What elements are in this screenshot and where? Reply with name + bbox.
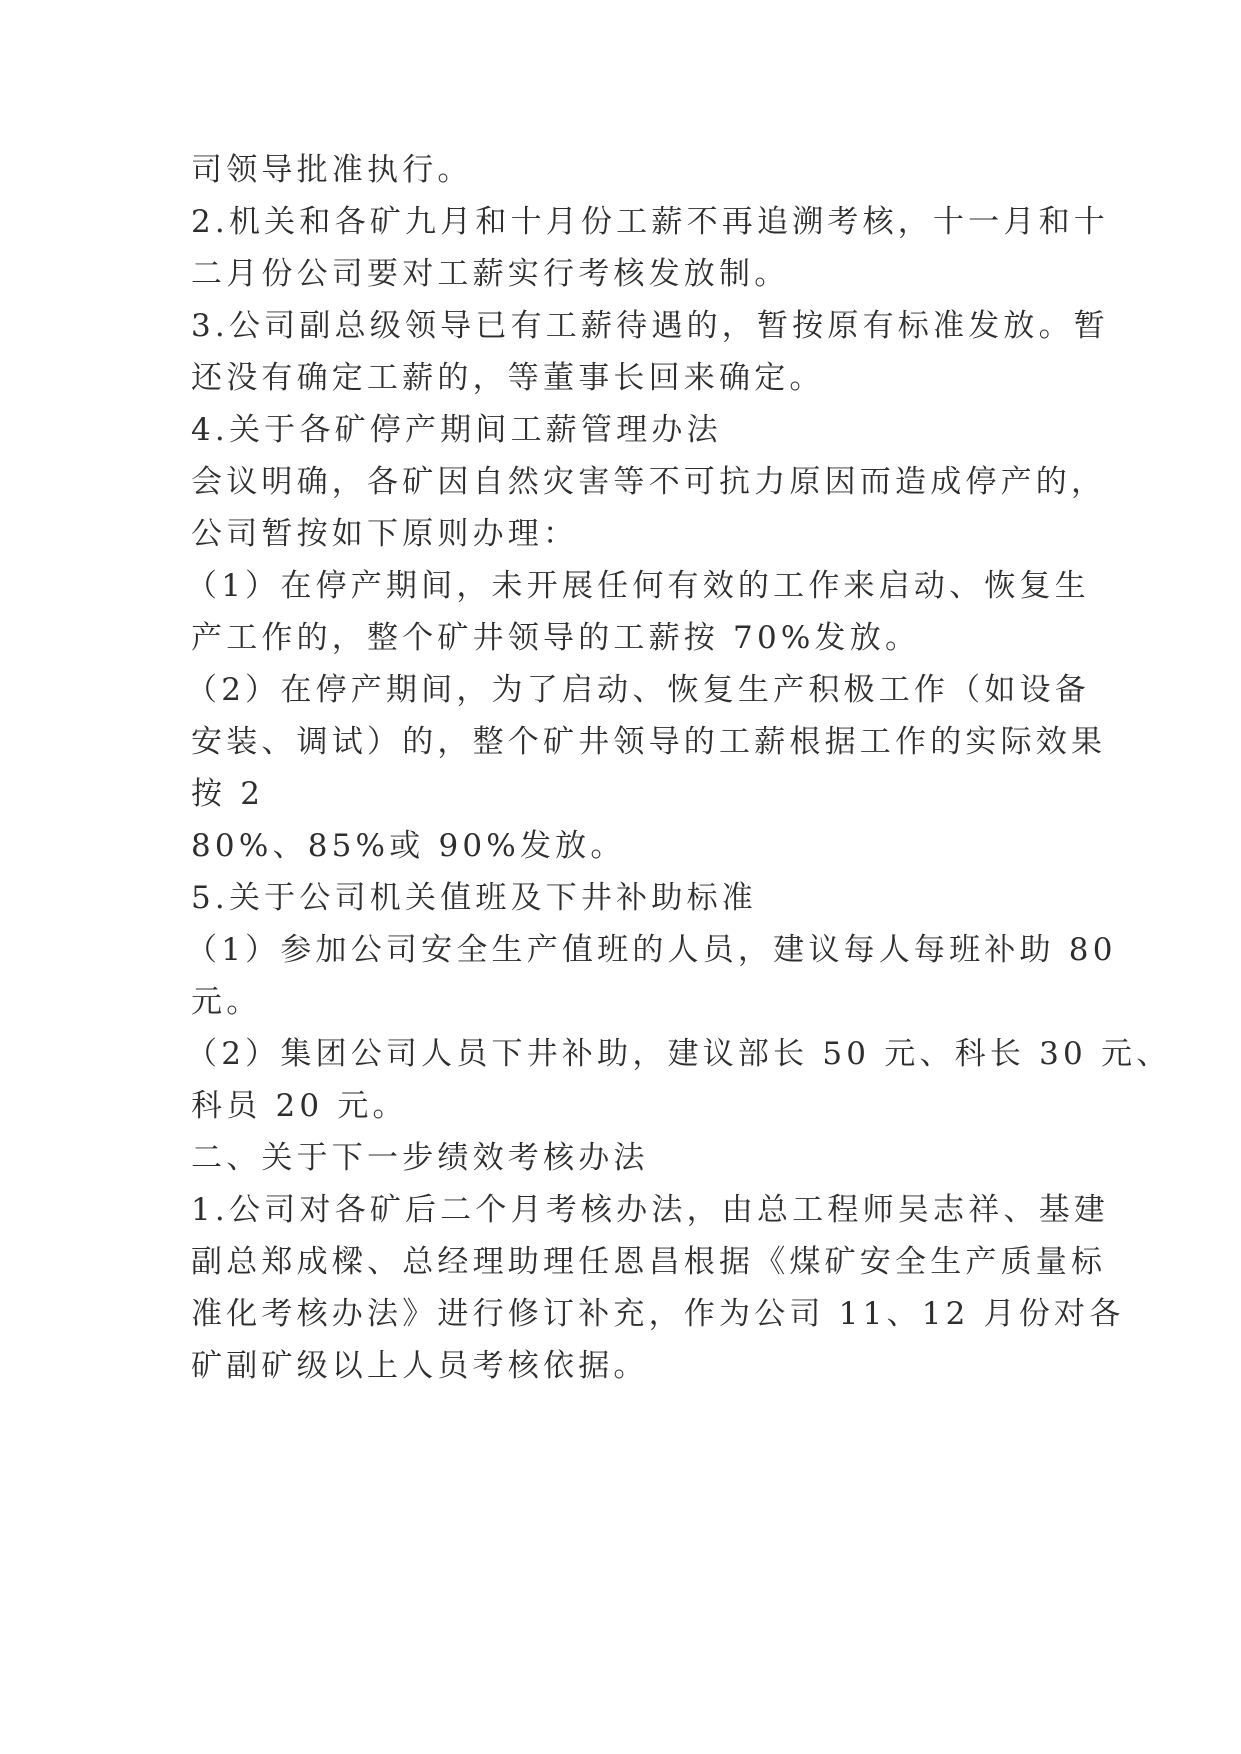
text-line: 1.公司对各矿后二个月考核办法，由总工程师吴志祥、基建 [191, 1192, 1109, 1228]
text-line: 会议明确，各矿因自然灾害等不可抗力原因而造成停产的， [191, 464, 1107, 500]
text-line: 元。 [191, 984, 262, 1020]
text-line: 2.机关和各矿九月和十月份工薪不再追溯考核，十一月和十 [191, 204, 1109, 240]
text-line: 科员 20 元。 [191, 1088, 408, 1124]
text-line: 副总郑成樑、总经理助理任恩昌根据《煤矿安全生产质量标 [191, 1244, 1107, 1280]
text-line: （1）在停产期间，未开展任何有效的工作来启动、恢复生 [186, 568, 1090, 604]
text-line: 3.公司副总级领导已有工薪待遇的，暂按原有标准发放。暂 [191, 308, 1109, 344]
text-line: （2）在停产期间，为了启动、恢复生产积极工作（如设备 [186, 672, 1090, 708]
text-line: 准化考核办法》进行修订补充，作为公司 11、12 月份对各 [191, 1296, 1125, 1332]
text-line: 公司暂按如下原则办理： [191, 516, 579, 552]
text-line: 安装、调试）的，整个矿井领导的工薪根据工作的实际效果 [191, 724, 1107, 760]
text-line: （2）集团公司人员下井补助，建议部长 50 元、科长 30 元、 [186, 1036, 1172, 1072]
text-line: 按 2 [191, 776, 265, 812]
text-line: 产工作的，整个矿井领导的工薪按 70%发放。 [191, 620, 921, 656]
text-line: （1）参加公司安全生产值班的人员，建议每人每班补助 80 [186, 932, 1117, 968]
text-line: 二月份公司要对工薪实行考核发放制。 [191, 256, 790, 292]
text-line: 矿副矿级以上人员考核依据。 [191, 1348, 649, 1384]
text-line: 还没有确定工薪的，等董事长回来确定。 [191, 360, 825, 396]
text-line: 二、关于下一步绩效考核办法 [191, 1140, 649, 1176]
text-line: 5.关于公司机关值班及下井补助标准 [191, 880, 757, 916]
text-line: 4.关于各矿停产期间工薪管理办法 [191, 412, 722, 448]
text-line: 80%、85%或 90%发放。 [191, 828, 626, 864]
text-line: 司领导批准执行。 [191, 152, 473, 188]
